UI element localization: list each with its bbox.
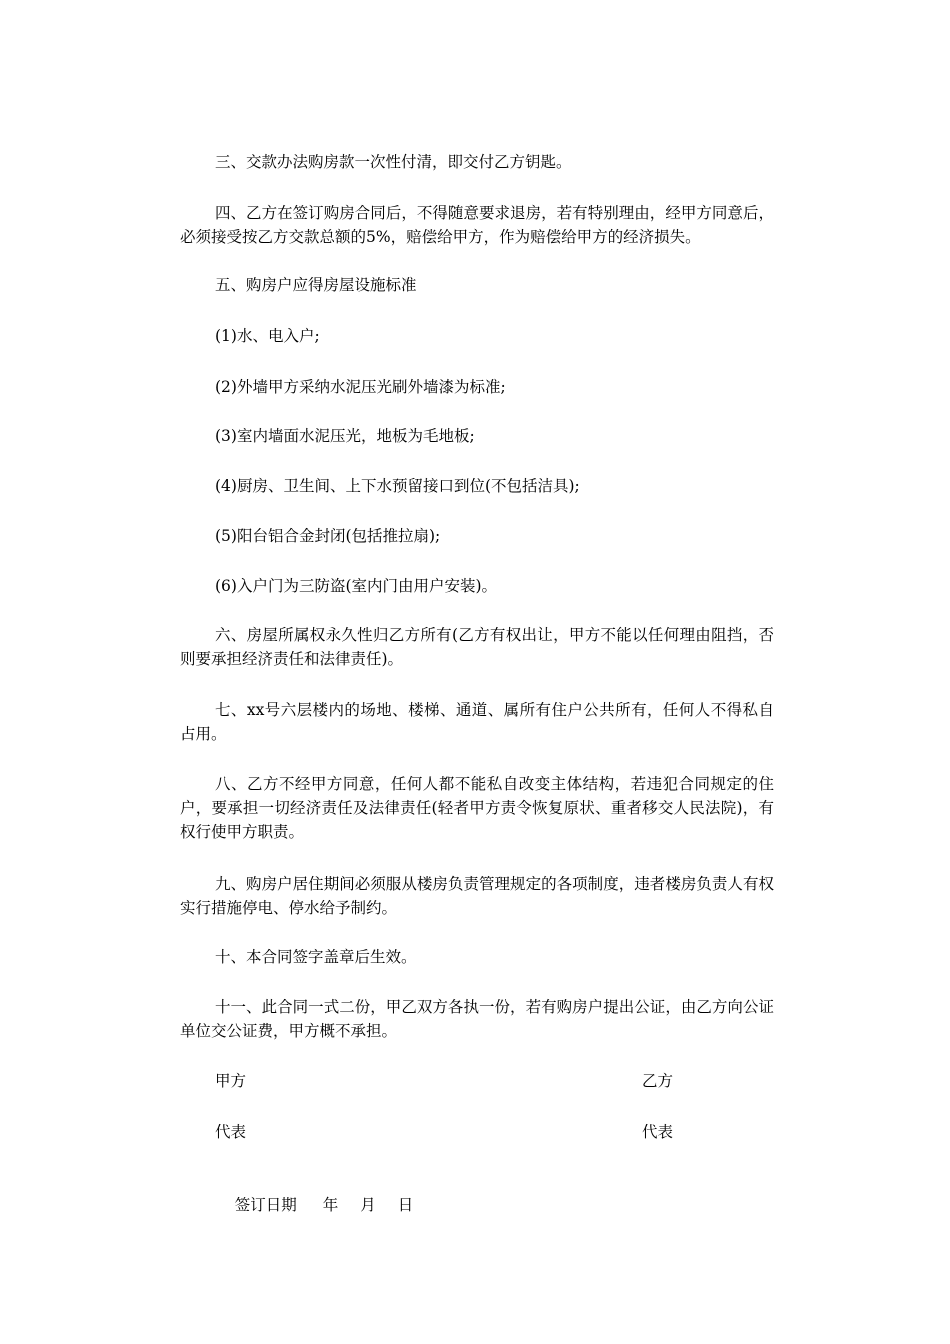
clause-9: 九、购房户居住期间必须服从楼房负责管理规定的各项制度，违者楼房负责人有权实行措施停电、停水给予制约。 — [180, 875, 774, 917]
clause-10: 十、本合同签字盖章后生效。 — [215, 948, 417, 966]
clause-11: 十一、此合同一式二份，甲乙双方各执一份，若有购房户提出公证，由乙方向公证单位交公证费，甲方概不承担。 — [180, 998, 774, 1040]
clause-5-heading: 五、购房户应得房屋设施标准 — [215, 276, 417, 294]
party-a-representative-label: 代表 — [215, 1123, 247, 1141]
signing-year-label: 年 — [322, 1196, 339, 1214]
clause-4: 四、乙方在签订购房合同后，不得随意要求退房，若有特别理由，经甲方同意后，必须接受按乙方交款总额的5%，赔偿给甲方，作为赔偿给甲方的经济损失。 — [180, 204, 774, 246]
clause-3: 三、交款办法购房款一次性付清，即交付乙方钥匙。 — [215, 153, 572, 171]
clause-8: 八、乙方不经甲方同意，任何人都不能私自改变主体结构，若违犯合同规定的住户，要承担一切经济责任及法律责任(轻者甲方责令恢复原状、重者移交人民法院)，有权行使甲方职责。 — [180, 775, 774, 841]
representative-row — [180, 1120, 774, 1144]
signing-date-label: 签订日期 — [234, 1196, 297, 1214]
clause-7: 七、xx号六层楼内的场地、楼梯、通道、属所有住户公共所有，任何人不得私自占用。 — [180, 701, 774, 743]
party-row — [180, 1069, 774, 1093]
party-a-label: 甲方 — [215, 1072, 247, 1090]
clause-6: 六、房屋所属权永久性归乙方所有(乙方有权出让，甲方不能以任何理由阻挡，否则要承担经济责任和法律责任)。 — [180, 626, 774, 668]
clause-5-item-6: (6)入户门为三防盗(室内门由用户安装)。 — [215, 577, 498, 595]
clause-5-item-3: (3)室内墙面水泥压光，地板为毛地板; — [215, 427, 475, 445]
party-b-label: 乙方 — [642, 1072, 674, 1090]
signing-month-label: 月 — [360, 1196, 376, 1214]
party-b-representative-label: 代表 — [642, 1123, 674, 1141]
signing-day-label: 日 — [397, 1196, 414, 1214]
clause-5-item-4: (4)厨房、卫生间、上下水预留接口到位(不包括洁具); — [215, 477, 580, 495]
clause-5-item-2: (2)外墙甲方采纳水泥压光刷外墙漆为标准; — [215, 378, 506, 396]
signing-date-row — [215, 1169, 414, 1214]
clause-5-item-1: (1)水、电入户; — [215, 327, 320, 345]
clause-5-item-5: (5)阳台铝合金封闭(包括推拉扇); — [215, 527, 441, 545]
